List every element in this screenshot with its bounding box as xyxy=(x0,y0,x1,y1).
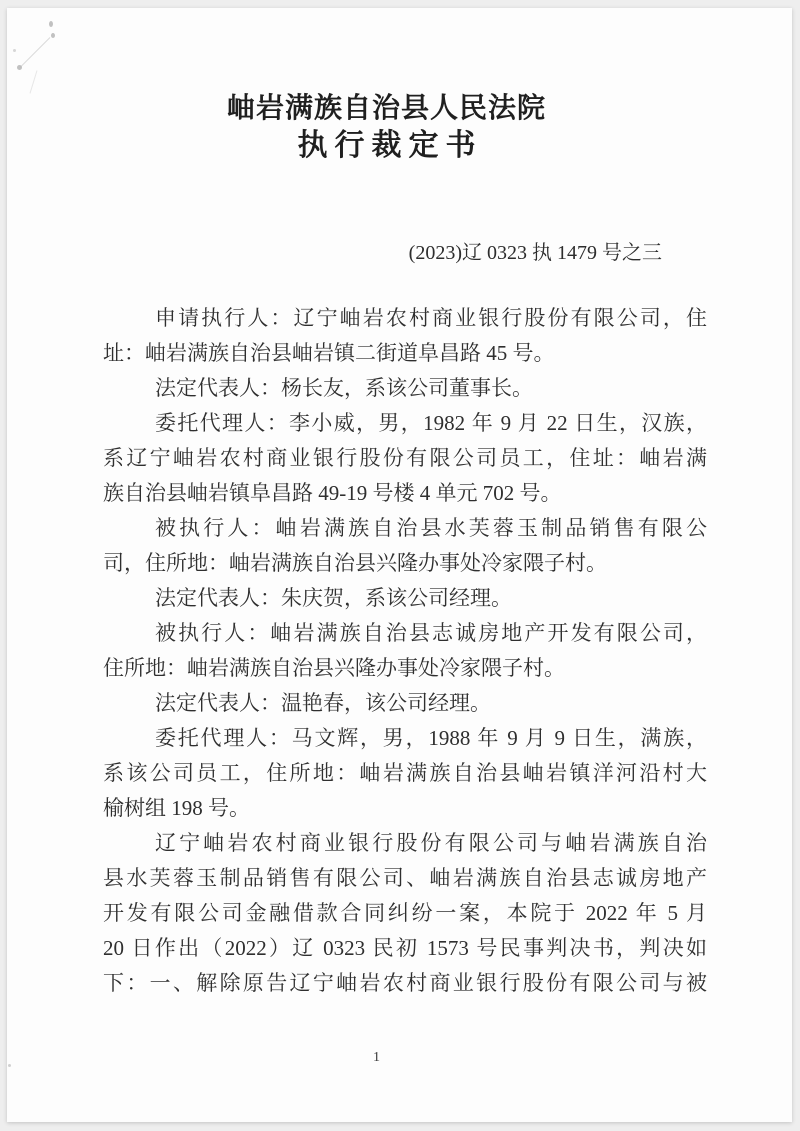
body-line: 下：一、解除原告辽宁岫岩农村商业银行股份有限公司与被 xyxy=(103,971,707,995)
body-line: 族自治县岫岩镇阜昌路 49-19 号楼 4 单元 702 号。 xyxy=(103,481,562,505)
body-line: 系辽宁岫岩农村商业银行股份有限公司员工，住址：岫岩满 xyxy=(103,446,707,470)
case-number: (2023)辽 0323 执 1479 号之三 xyxy=(408,242,662,264)
body-line: 榆树组 198 号。 xyxy=(103,796,250,820)
scan-scratch xyxy=(20,37,50,67)
body-line: 法定代表人：温艳春，该公司经理。 xyxy=(155,691,491,715)
body-line: 委托代理人：马文辉，男，1988 年 9 月 9 日生，满族， xyxy=(155,726,707,750)
body-line: 被执行人：岫岩满族自治县水芙蓉玉制品销售有限公 xyxy=(155,516,707,540)
body-line: 被执行人：岫岩满族自治县志诚房地产开发有限公司， xyxy=(155,621,707,645)
body-line: 辽宁岫岩农村商业银行股份有限公司与岫岩满族自治 xyxy=(155,831,707,855)
scan-scratch xyxy=(30,70,38,93)
body-line: 20 日作出（2022）辽 0323 民初 1573 号民事判决书，判决如 xyxy=(103,936,707,960)
page-number: 1 xyxy=(373,1050,380,1065)
scan-speck xyxy=(13,49,16,52)
scan-speck xyxy=(49,21,53,27)
scan-speck xyxy=(8,1064,11,1067)
body-line: 址：岫岩满族自治县岫岩镇二街道阜昌路 45 号。 xyxy=(103,341,555,365)
body-line: 司，住所地：岫岩满族自治县兴隆办事处冷家隈子村。 xyxy=(103,551,607,575)
document-page xyxy=(7,8,792,1122)
scan-speck xyxy=(51,33,55,38)
document-body xyxy=(103,301,707,1001)
body-line: 住所地：岫岩满族自治县兴隆办事处冷家隈子村。 xyxy=(103,656,565,680)
document-type-title: 执行裁定书 xyxy=(297,129,483,162)
body-line: 系该公司员工，住所地：岫岩满族自治县岫岩镇洋河沿村大 xyxy=(103,761,707,785)
body-line: 开发有限公司金融借款合同纠纷一案，本院于 2022 年 5 月 xyxy=(103,901,707,925)
body-line: 县水芙蓉玉制品销售有限公司、岫岩满族自治县志诚房地产 xyxy=(103,866,707,890)
document-header xyxy=(7,92,766,164)
court-name: 岫岩满族自治县人民法院 xyxy=(226,93,546,124)
body-line: 申请执行人：辽宁岫岩农村商业银行股份有限公司，住 xyxy=(155,306,707,330)
body-line: 法定代表人：朱庆贺，系该公司经理。 xyxy=(155,586,512,610)
body-line: 法定代表人：杨长友，系该公司董事长。 xyxy=(155,376,533,400)
body-line: 委托代理人：李小威，男，1982 年 9 月 22 日生，汉族， xyxy=(155,411,707,435)
